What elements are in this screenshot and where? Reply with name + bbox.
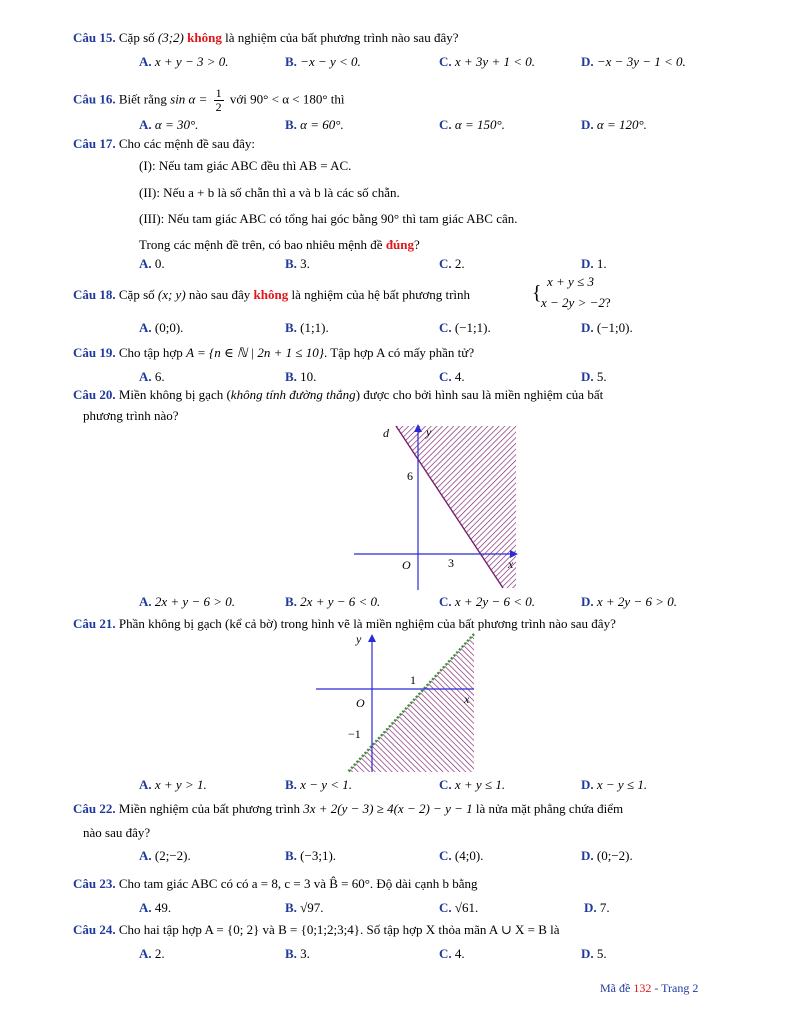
option-d[interactable]: D. (0;−2). bbox=[581, 848, 633, 863]
y-axis-arrow bbox=[368, 634, 376, 642]
question-19: Câu 19. Cho tập hợp A = {n ∈ ℕ | 2n + 1 ≤ 10}. Tập hợp A có mấy phần tử? bbox=[73, 345, 475, 360]
option-a[interactable]: A. (0;0). bbox=[139, 320, 184, 335]
question-15 bbox=[73, 30, 459, 46]
option-a[interactable]: A. x + y > 1. bbox=[139, 777, 207, 792]
math-expression: (3;2) bbox=[157, 30, 184, 45]
axis-label-y: y bbox=[356, 632, 362, 646]
question-text: Cho tam giác ABC có có a = 8, c = 3 và B̂ = 60°. Độ dài cạnh b bằng bbox=[118, 876, 478, 891]
option-d[interactable]: D. 1. bbox=[581, 256, 607, 271]
option-a[interactable]: A. 2. bbox=[139, 946, 165, 961]
question-label: Câu 18. bbox=[73, 287, 116, 302]
axis-label-x: x bbox=[508, 557, 514, 571]
question-text: thì bbox=[330, 91, 345, 107]
option-b[interactable]: B. 3. bbox=[285, 256, 310, 271]
option-a[interactable]: A. (2;−2). bbox=[139, 848, 191, 863]
question-20-line-2: phương trình nào? bbox=[83, 408, 179, 423]
option-c[interactable]: C. x + 2y − 6 < 0. bbox=[439, 594, 535, 609]
question-label: Câu 23. bbox=[73, 876, 116, 891]
option-d[interactable]: D. x + 2y − 6 > 0. bbox=[581, 594, 677, 609]
math-expression: 3x + 2(y − 3) ≥ 4(x − 2) − y − 1 bbox=[303, 801, 473, 816]
exam-code: 132 bbox=[633, 981, 652, 995]
option-d[interactable]: D. 5. bbox=[581, 946, 607, 961]
option-b[interactable]: B. 10. bbox=[285, 369, 317, 384]
origin-label: O bbox=[356, 696, 365, 710]
tick-label-1: 1 bbox=[410, 673, 416, 687]
option-d[interactable]: D. 7. bbox=[584, 900, 610, 915]
figure-q21 bbox=[312, 630, 482, 775]
question-text: Biết rằng bbox=[118, 91, 171, 107]
option-b[interactable]: B. −x − y < 0. bbox=[285, 54, 361, 69]
system-line-2: x − 2y > −2? bbox=[541, 295, 611, 310]
option-d[interactable]: D. 5. bbox=[581, 369, 607, 384]
math-expression: A = {n ∈ ℕ | 2n + 1 ≤ 10} bbox=[186, 345, 324, 360]
option-b[interactable]: B. (−3;1). bbox=[285, 848, 337, 863]
question-label: Câu 16. bbox=[73, 91, 116, 107]
page-footer: Mã đề 132 - Trang 2 bbox=[600, 981, 699, 995]
option-a[interactable]: A. 6. bbox=[139, 369, 165, 384]
option-a[interactable]: A. 0. bbox=[139, 256, 165, 271]
option-c[interactable]: C. 2. bbox=[439, 256, 465, 271]
question-17-ask: Trong các mệnh đề trên, có bao nhiêu mệnh đề đúng? bbox=[139, 237, 420, 252]
question-label: Câu 19. bbox=[73, 345, 116, 360]
option-b[interactable]: B. α = 60°. bbox=[285, 117, 344, 132]
hatched-region bbox=[396, 426, 516, 588]
option-a[interactable]: A. x + y − 3 > 0. bbox=[139, 54, 229, 69]
math-expression: sin α = bbox=[170, 91, 208, 107]
option-c[interactable]: C. 4. bbox=[439, 946, 465, 961]
question-label: Câu 21. bbox=[73, 616, 116, 631]
option-b[interactable]: B. 2x + y − 6 < 0. bbox=[285, 594, 381, 609]
fraction: $\frac{1}{2}$ bbox=[215, 86, 222, 114]
option-b[interactable]: B. (1;1). bbox=[285, 320, 329, 335]
emphasis-text: đúng bbox=[385, 237, 415, 252]
tick-label-minus-1: −1 bbox=[348, 727, 361, 741]
statement-3: (III): Nếu tam giác ABC có tổng hai góc bằng 90° thì tam giác ABC cân. bbox=[139, 211, 518, 226]
question-text: Cho hai tập hợp A = {0; 2} và B = {0;1;2;3;4}. Số tập hợp X thỏa mãn A ∪ X = B là bbox=[118, 922, 560, 937]
emphasis-text: không bbox=[187, 30, 222, 45]
question-label: Câu 17. bbox=[73, 136, 116, 151]
line-label-d: d bbox=[383, 426, 389, 440]
option-c[interactable]: C. √61. bbox=[439, 900, 479, 915]
option-c[interactable]: C. x + 3y + 1 < 0. bbox=[439, 54, 535, 69]
option-c[interactable]: C. 4. bbox=[439, 369, 465, 384]
option-a[interactable]: A. 49. bbox=[139, 900, 172, 915]
option-d[interactable]: D. (−1;0). bbox=[581, 320, 633, 335]
page-number: - Trang 2 bbox=[651, 981, 699, 995]
question-23 bbox=[73, 876, 478, 892]
system-brace: { bbox=[532, 282, 542, 304]
origin-label: O bbox=[402, 558, 411, 572]
tick-label-3: 3 bbox=[448, 556, 454, 570]
option-c[interactable]: C. α = 150°. bbox=[439, 117, 505, 132]
statement-1: (I): Nếu tam giác ABC đều thì AB = AC. bbox=[139, 158, 352, 173]
statement-2: (II): Nếu a + b là số chẵn thì a và b là các số chẵn. bbox=[139, 185, 400, 200]
tick-label-6: 6 bbox=[407, 469, 413, 483]
option-a[interactable]: A. α = 30°. bbox=[139, 117, 199, 132]
question-label: Câu 15. bbox=[73, 30, 116, 45]
question-17 bbox=[73, 136, 255, 152]
option-a[interactable]: A. 2x + y − 6 > 0. bbox=[139, 594, 235, 609]
option-b[interactable]: B. 3. bbox=[285, 946, 310, 961]
option-d[interactable]: D. x − y ≤ 1. bbox=[581, 777, 648, 792]
question-label: Câu 20. bbox=[73, 387, 116, 402]
axis-label-x: x bbox=[464, 692, 470, 706]
option-b[interactable]: B. √97. bbox=[285, 900, 324, 915]
axis-label-y: y bbox=[426, 425, 432, 439]
option-c[interactable]: C. x + y ≤ 1. bbox=[439, 777, 506, 792]
emphasis-text: không bbox=[253, 287, 289, 302]
question-text: với 90° < α < 180° bbox=[229, 91, 328, 107]
figure-q20 bbox=[350, 422, 525, 592]
system-line-1: x + y ≤ 3 bbox=[547, 274, 594, 289]
question-text: Cho các mệnh đề sau đây: bbox=[118, 136, 255, 151]
question-24 bbox=[73, 922, 560, 938]
option-c[interactable]: C. (−1;1). bbox=[439, 320, 491, 335]
math-expression: (x; y) bbox=[157, 287, 186, 302]
question-text: Phần không bị gạch (kể cả bờ) trong hình vẽ là miền nghiệm của bất phương trình nào sau đây? bbox=[118, 616, 616, 631]
option-d[interactable]: D. −x − 3y − 1 < 0. bbox=[581, 54, 686, 69]
question-22: Câu 22. Miền nghiệm của bất phương trình 3x + 2(y − 3) ≥ 4(x − 2) − y − 1 là nửa mặt phẳng chứa điểm bbox=[73, 801, 624, 816]
question-16 bbox=[73, 87, 345, 114]
question-20: Câu 20. Miền không bị gạch (không tính đường thẳng) được cho bởi hình sau là miền nghiệm của bất bbox=[73, 387, 604, 402]
option-d[interactable]: D. α = 120°. bbox=[581, 117, 647, 132]
option-b[interactable]: B. x − y < 1. bbox=[285, 777, 353, 792]
question-label: Câu 22. bbox=[73, 801, 116, 816]
question-18: Câu 18. Cặp số (x; y) nào sau đây không là nghiệm của hệ bất phương trình bbox=[73, 287, 471, 302]
question-text: là nghiệm của bất phương trình nào sau đây? bbox=[221, 30, 459, 45]
question-text: Cặp số bbox=[118, 30, 158, 45]
option-c[interactable]: C. (4;0). bbox=[439, 848, 484, 863]
question-22-line-2: nào sau đây? bbox=[83, 825, 151, 840]
question-label: Câu 24. bbox=[73, 922, 116, 937]
